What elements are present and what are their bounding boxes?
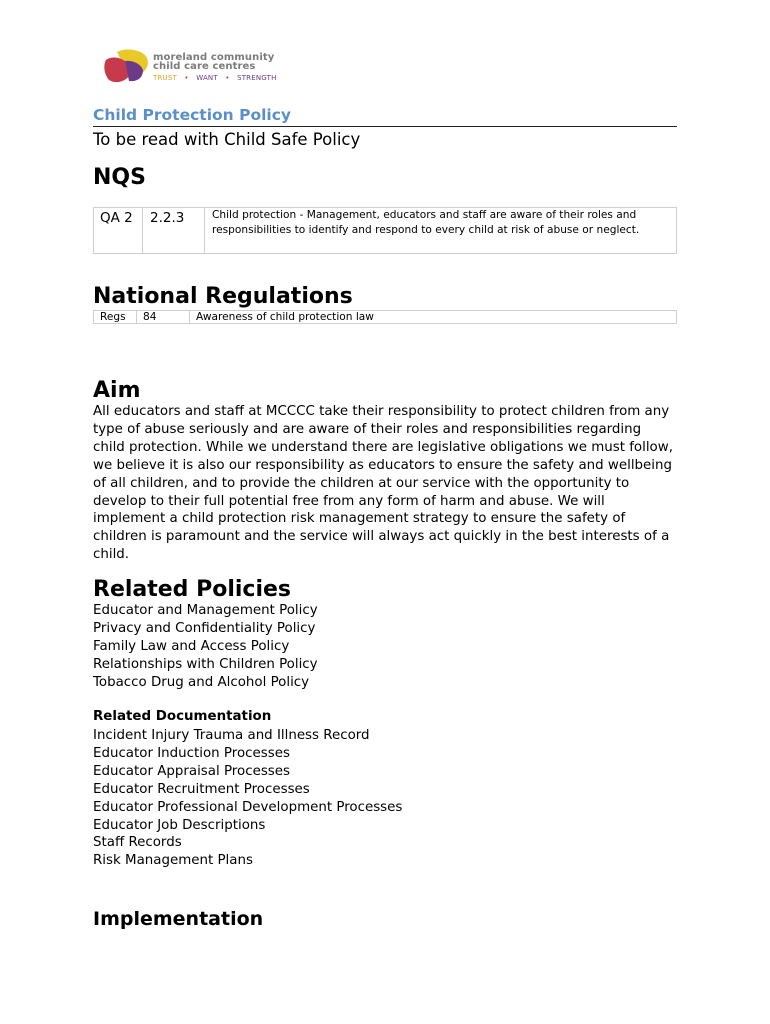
- logo-wordmark: [153, 53, 282, 83]
- list-item: Tobacco Drug and Alcohol Policy: [93, 674, 310, 690]
- nqs-table: [93, 207, 677, 254]
- related-documentation-list: [93, 727, 402, 870]
- logo-tag-word: TRUST: [153, 74, 177, 82]
- logo-mark-icon: [103, 48, 153, 88]
- related-policies-list: [93, 602, 318, 692]
- logo-line-1: moreland community: [153, 52, 275, 63]
- logo-line-2: child care centres: [153, 61, 256, 72]
- title-divider: [93, 126, 677, 127]
- organisation-logo: [103, 48, 303, 90]
- list-item: Family Law and Access Policy: [93, 638, 290, 654]
- list-item: Educator Job Descriptions: [93, 817, 266, 833]
- regs-number-cell: 84: [137, 311, 190, 324]
- regs-label-cell: Regs: [94, 311, 137, 324]
- list-item: Risk Management Plans: [93, 853, 253, 869]
- document-subtitle: To be read with Child Safe Policy: [93, 130, 361, 149]
- list-item: Incident Injury Trauma and Illness Record: [93, 728, 370, 743]
- list-item: Relationships with Children Policy: [93, 656, 318, 672]
- list-item: Staff Records: [93, 835, 182, 851]
- regs-description-cell: Awareness of child protection law: [190, 311, 677, 324]
- table-row: [94, 311, 677, 324]
- implementation-heading: Implementation: [93, 908, 264, 930]
- logo-tagline: [153, 74, 282, 83]
- related-documentation-heading: Related Documentation: [93, 709, 272, 724]
- regulations-table: [93, 310, 677, 324]
- logo-tag-dot: •: [184, 74, 189, 82]
- nqs-description-cell: Child protection - Management, educators and staff are aware of their roles and responsibilities to identify and respond to every child at risk of abuse or neglect.: [205, 208, 677, 254]
- logo-tag-word: STRENGTH: [237, 74, 277, 82]
- list-item: Privacy and Confidentiality Policy: [93, 620, 316, 636]
- logo-tag-word: WANT: [196, 74, 218, 82]
- nqs-qa-cell: QA 2: [94, 208, 143, 254]
- aim-paragraph: All educators and staff at MCCCC take their responsibility to protect children from any type of abuse seriously and are aware of their roles and responsibilities regarding child protection. While we understand there are legislative obligations we must follow, we believe it is also our responsibility as educators to ensure the safety and wellbeing of all children, and to provide the children at our service with the opportunity to develop to their full potential free from any form of harm and abuse. We will implement a child protection risk management strategy to ensure the safety of children is paramount and the service will always act quickly in the best interests of a child.: [93, 404, 673, 563]
- nqs-code-cell: 2.2.3: [143, 208, 205, 254]
- nqs-heading: NQS: [93, 165, 146, 190]
- table-row: [94, 208, 677, 254]
- list-item: Educator Induction Processes: [93, 745, 290, 761]
- related-policies-heading: Related Policies: [93, 577, 292, 602]
- list-item: Educator Appraisal Processes: [93, 763, 290, 779]
- document-title: Child Protection Policy: [93, 106, 292, 124]
- national-regulations-heading: National Regulations: [93, 284, 353, 309]
- list-item: Educator and Management Policy: [93, 603, 318, 618]
- list-item: Educator Professional Development Processes: [93, 799, 403, 815]
- logo-tag-dot: •: [225, 74, 230, 82]
- list-item: Educator Recruitment Processes: [93, 781, 310, 797]
- aim-heading: Aim: [93, 378, 141, 403]
